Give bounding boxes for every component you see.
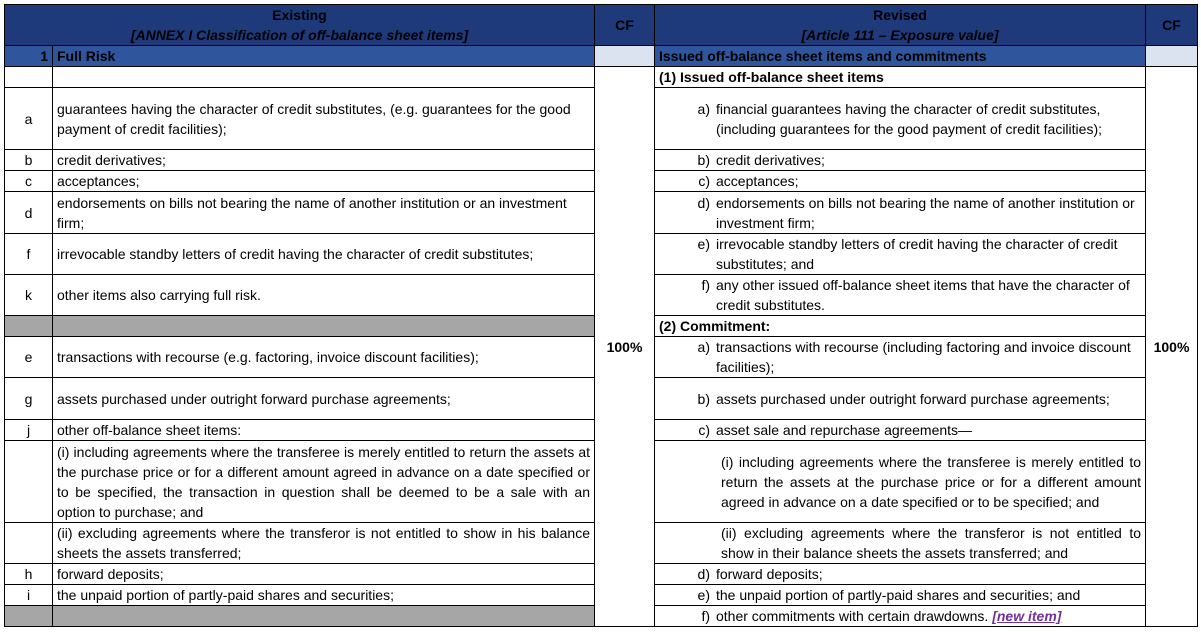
section-number: 1 xyxy=(5,46,53,67)
section-title-left: Full Risk xyxy=(53,46,595,67)
sub-item-text: (ii) excluding agreements where the transferor is not entitled to show in his balance sheets the assets transferred; xyxy=(53,523,595,564)
blank-cell xyxy=(53,316,595,337)
item-letter: d xyxy=(5,192,53,234)
sub-item-text: (ii) excluding agreements where the transferor is not entitled to show in their balance sheets the assets transferred; and xyxy=(721,525,1141,561)
blank-cell xyxy=(53,606,595,627)
item-letter: k xyxy=(5,275,53,316)
revised-title: Revised xyxy=(873,7,927,23)
list-item xyxy=(655,234,1146,275)
item-text: irrevocable standby letters of credit having the character of credit substitutes; xyxy=(53,234,595,275)
item-text: assets purchased under outright forward purchase agreements; xyxy=(53,378,595,420)
list-item xyxy=(655,275,1146,316)
sub-item-text: (i) including agreements where the transferee is merely entitled to return the assets at the purchase price or for a different amount agreed in advance on a date specified or to be specified; and xyxy=(721,453,1141,510)
commitment-heading: (2) Commitment: xyxy=(655,316,1146,337)
item-letter: e) xyxy=(697,236,710,252)
comparison-table xyxy=(4,4,1198,627)
item-text: assets purchased under outright forward purchase agreements; xyxy=(716,390,1110,407)
blank-cell xyxy=(5,67,53,88)
item-letter: d) xyxy=(697,194,710,211)
item-letter: f xyxy=(5,234,53,275)
item-text: other commitments with certain drawdowns. xyxy=(716,608,989,624)
list-item xyxy=(655,378,1146,420)
list-item xyxy=(655,337,1146,378)
item-letter: b) xyxy=(697,152,710,168)
cf-value-left: 100% xyxy=(595,67,655,627)
item-text: irrevocable standby letters of credit having the character of credit substitutes; and xyxy=(716,236,1118,272)
sub-item-text: (i) including agreements where the transferee is merely entitled to return the assets at the purchase price or for a different amount agreed in advance on a date specified or to be specified, the transaction in question shall be deemed to be a sale with an option to purchase; and xyxy=(53,441,595,523)
cf-value-right: 100% xyxy=(1146,67,1198,627)
list-item xyxy=(655,420,1146,441)
sub-item xyxy=(655,441,1146,523)
cf-header-right: CF xyxy=(1146,5,1198,46)
item-letter: b xyxy=(5,150,53,171)
section-title-right: Issued off-balance sheet items and commitments xyxy=(655,46,1146,67)
item-letter: a) xyxy=(697,100,710,117)
item-letter: i xyxy=(5,585,53,606)
item-letter: a) xyxy=(697,339,710,355)
blank-cell xyxy=(1146,46,1198,67)
item-text: guarantees having the character of credit substitutes, (e.g. guarantees for the good payment of credit facilities); xyxy=(53,88,595,150)
item-text: endorsements on bills not bearing the name of another institution or an investment firm; xyxy=(53,192,595,234)
item-text: credit derivatives; xyxy=(716,152,825,168)
list-item xyxy=(655,192,1146,234)
revised-header xyxy=(655,5,1146,46)
existing-header xyxy=(5,5,595,46)
item-text: transactions with recourse (including factoring and invoice discount facilities); xyxy=(716,339,1131,375)
blank-cell xyxy=(595,46,655,67)
blank-cell xyxy=(5,316,53,337)
item-letter: d) xyxy=(697,566,710,582)
revised-subtitle: [Article 111 – Exposure value] xyxy=(801,27,999,43)
item-text: endorsements on bills not bearing the name of another institution or investment firm; xyxy=(716,194,1135,231)
table-row xyxy=(5,67,1198,88)
list-item xyxy=(655,171,1146,192)
cf-header-left: CF xyxy=(595,5,655,46)
section-row xyxy=(5,46,1198,67)
list-item xyxy=(655,150,1146,171)
item-letter: c xyxy=(5,171,53,192)
item-text: credit derivatives; xyxy=(53,150,595,171)
item-text: other off-balance sheet items: xyxy=(53,420,595,441)
list-item xyxy=(655,606,1146,627)
existing-title: Existing xyxy=(272,7,327,23)
item-letter: a xyxy=(5,88,53,150)
list-item xyxy=(655,88,1146,150)
item-text: the unpaid portion of partly-paid shares and securities; and xyxy=(716,587,1081,603)
item-letter: h xyxy=(5,564,53,585)
item-text: acceptances; xyxy=(53,171,595,192)
item-text: forward deposits; xyxy=(716,566,823,582)
sub-item xyxy=(655,523,1146,564)
item-text: forward deposits; xyxy=(53,564,595,585)
issued-heading: (1) Issued off-balance sheet items xyxy=(655,67,1146,88)
list-item xyxy=(655,585,1146,606)
item-text: the unpaid portion of partly-paid shares and securities; xyxy=(53,585,595,606)
item-text: financial guarantees having the character of credit substitutes, (including guarantees for the good payment of credit facilities); xyxy=(716,100,1102,137)
blank-cell xyxy=(53,67,595,88)
item-letter: f) xyxy=(701,277,710,293)
new-item-tag: [new item] xyxy=(992,608,1062,624)
item-text: transactions with recourse (e.g. factoring, invoice discount facilities); xyxy=(53,337,595,378)
item-letter: b) xyxy=(697,390,710,407)
item-letter: c) xyxy=(698,173,710,189)
item-text: other items also carrying full risk. xyxy=(53,275,595,316)
item-letter: e) xyxy=(697,587,710,603)
item-text: asset sale and repurchase agreements— xyxy=(716,422,973,438)
blank-cell xyxy=(5,523,53,564)
item-letter: g xyxy=(5,378,53,420)
item-text: any other issued off-balance sheet items that have the character of credit substitutes. xyxy=(716,277,1130,313)
existing-subtitle: [ANNEX I Classification of off-balance sheet items] xyxy=(130,27,469,43)
item-letter: e xyxy=(5,337,53,378)
item-letter: j xyxy=(5,420,53,441)
list-item xyxy=(655,564,1146,585)
item-letter: f) xyxy=(701,608,710,624)
item-letter: c) xyxy=(698,422,710,438)
blank-cell xyxy=(5,441,53,523)
blank-cell xyxy=(5,606,53,627)
item-text: acceptances; xyxy=(716,173,799,189)
header-row xyxy=(5,5,1198,46)
